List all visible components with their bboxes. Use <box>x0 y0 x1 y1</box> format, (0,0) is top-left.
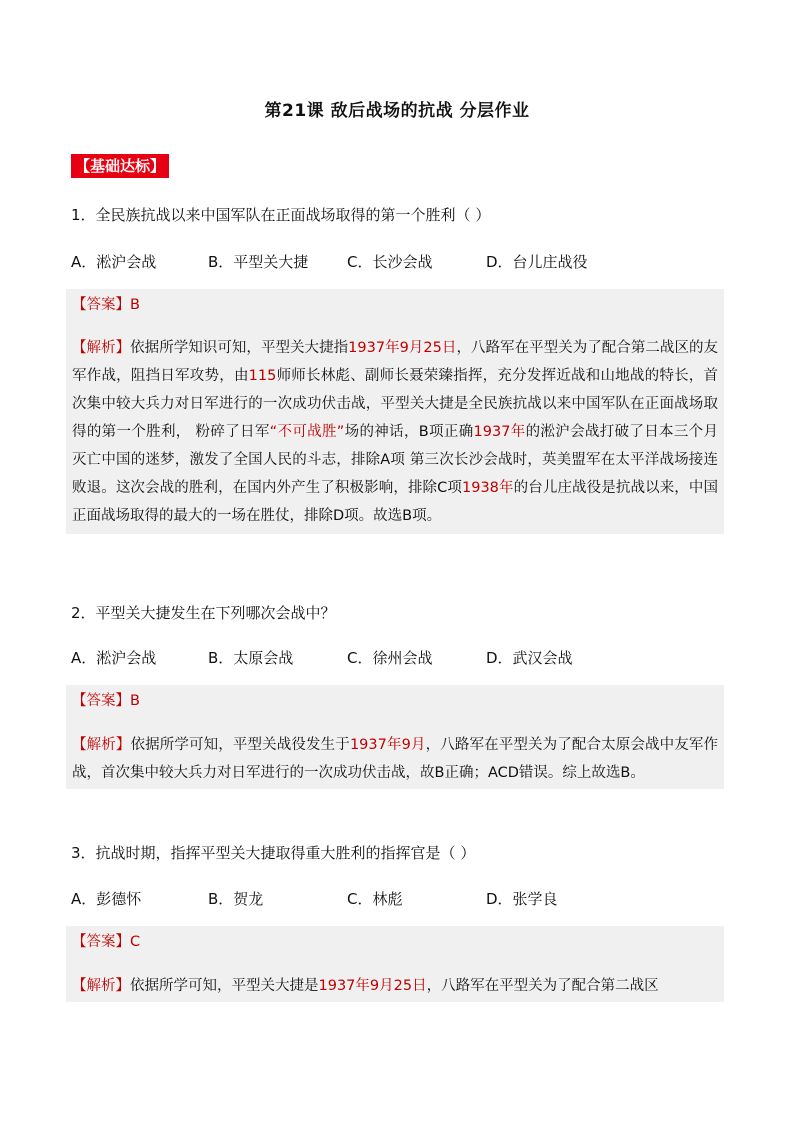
answer-tag: 【答案】 <box>72 297 130 313</box>
explanation-date: 1937年9月25日 <box>318 978 427 994</box>
explanation-text: ，八路军在平型关为了配合太原会战中友军作战，首次集中较大兵力对日军进行的一次成功伏击战，故B正确；ACD错误。综上故选B。 <box>72 737 719 781</box>
answer-tag: 【答案】 <box>72 934 130 950</box>
explanation-text: 依据所学知识可知，平型关大捷指 <box>130 340 349 356</box>
explanation-date: 1938年 <box>462 480 514 496</box>
section-label-basic: 【基础达标】 <box>71 154 169 178</box>
explanation-tag: 【解析】 <box>72 978 130 994</box>
page-title: 第21课 敌后战场的抗战 分层作业 <box>264 101 530 121</box>
explanation-text: 场的神话，B项正确 <box>344 424 474 440</box>
explanation <box>72 972 718 1000</box>
question-3-options <box>71 889 558 909</box>
option-c: C．林彪 <box>347 890 403 908</box>
option-d: D．台儿庄战役 <box>486 253 588 271</box>
explanation-tag: 【解析】 <box>72 340 131 356</box>
option-b: B．平型关大捷 <box>208 253 309 271</box>
question-2-stem: 2．平型关大捷发生在下列哪次会战中？ <box>71 604 336 622</box>
option-b: B．太原会战 <box>208 649 294 667</box>
explanation <box>72 334 718 530</box>
answer-line <box>72 928 718 956</box>
explanation-tag: 【解析】 <box>72 737 131 753</box>
explanation-text: 的台儿庄战役是抗战以来，中国正面战场取得的最大的一场在胜仗，排除D项。故选B项。 <box>72 480 719 524</box>
answer-tag: 【答案】 <box>72 693 130 709</box>
explanation-text: 的淞沪会战打破了日本三个月灭亡中国的迷梦，激发了全国人民的斗志，排除A项 第三次长沙会战时，英美盟军在太平洋战场接连败退。这次会战的胜利，在国内外产生了积极影响，排除C项 <box>72 424 718 496</box>
explanation-number: 115 <box>248 368 277 384</box>
option-b: B．贺龙 <box>208 890 264 908</box>
explanation-text: ，八路军在平型关为了配合第二战区的友军作战，阻挡日军攻势，由 <box>72 340 719 384</box>
explanation-text: 依据所学可知，平型关大捷是 <box>130 978 319 994</box>
answer-value: C <box>130 934 141 950</box>
explanation-date: 1937年 <box>473 424 526 440</box>
option-d: D．张学良 <box>486 890 558 908</box>
explanation <box>72 731 718 787</box>
question-3-answer-box <box>66 926 724 1002</box>
option-c: C．长沙会战 <box>347 253 433 271</box>
question-1-stem: 1．全民族抗战以来中国军队在正面战场取得的第一个胜利（ ） <box>71 206 491 224</box>
answer-value: B <box>130 297 140 313</box>
explanation-date: 1937年9月25日 <box>348 340 457 356</box>
answer-value: B <box>130 693 140 709</box>
option-a: A．彭德怀 <box>71 890 142 908</box>
option-a: A．淞沪会战 <box>71 253 157 271</box>
explanation-text: ，八路军在平型关为了配合第二战区 <box>426 978 659 994</box>
answer-line <box>72 291 718 319</box>
option-c: C．徐州会战 <box>347 649 433 667</box>
question-1-options <box>71 252 588 272</box>
question-2-answer-box <box>66 685 724 789</box>
explanation-date: 1937年9月 <box>349 737 426 753</box>
question-2-options <box>71 648 573 668</box>
question-3-stem: 3．抗战时期，指挥平型关大捷取得重大胜利的指挥官是（ ） <box>71 844 476 862</box>
explanation-text: 依据所学可知，平型关战役发生于 <box>130 737 350 753</box>
option-a: A．淞沪会战 <box>71 649 157 667</box>
option-d: D．武汉会战 <box>486 649 573 667</box>
question-1-answer-box <box>66 289 724 534</box>
explanation-quote: “不可战胜” <box>269 424 345 440</box>
answer-line <box>72 687 718 715</box>
explanation-text: 师师长林彪、副师长聂荣臻指挥，充分发挥近战和山地战的特长，首次集中较大兵力对日军进行的一次成功伏击战，平型关大捷是全民族抗战以来中国军队在正面战场取得的第一个胜利， 粉碎了日军 <box>72 368 719 440</box>
